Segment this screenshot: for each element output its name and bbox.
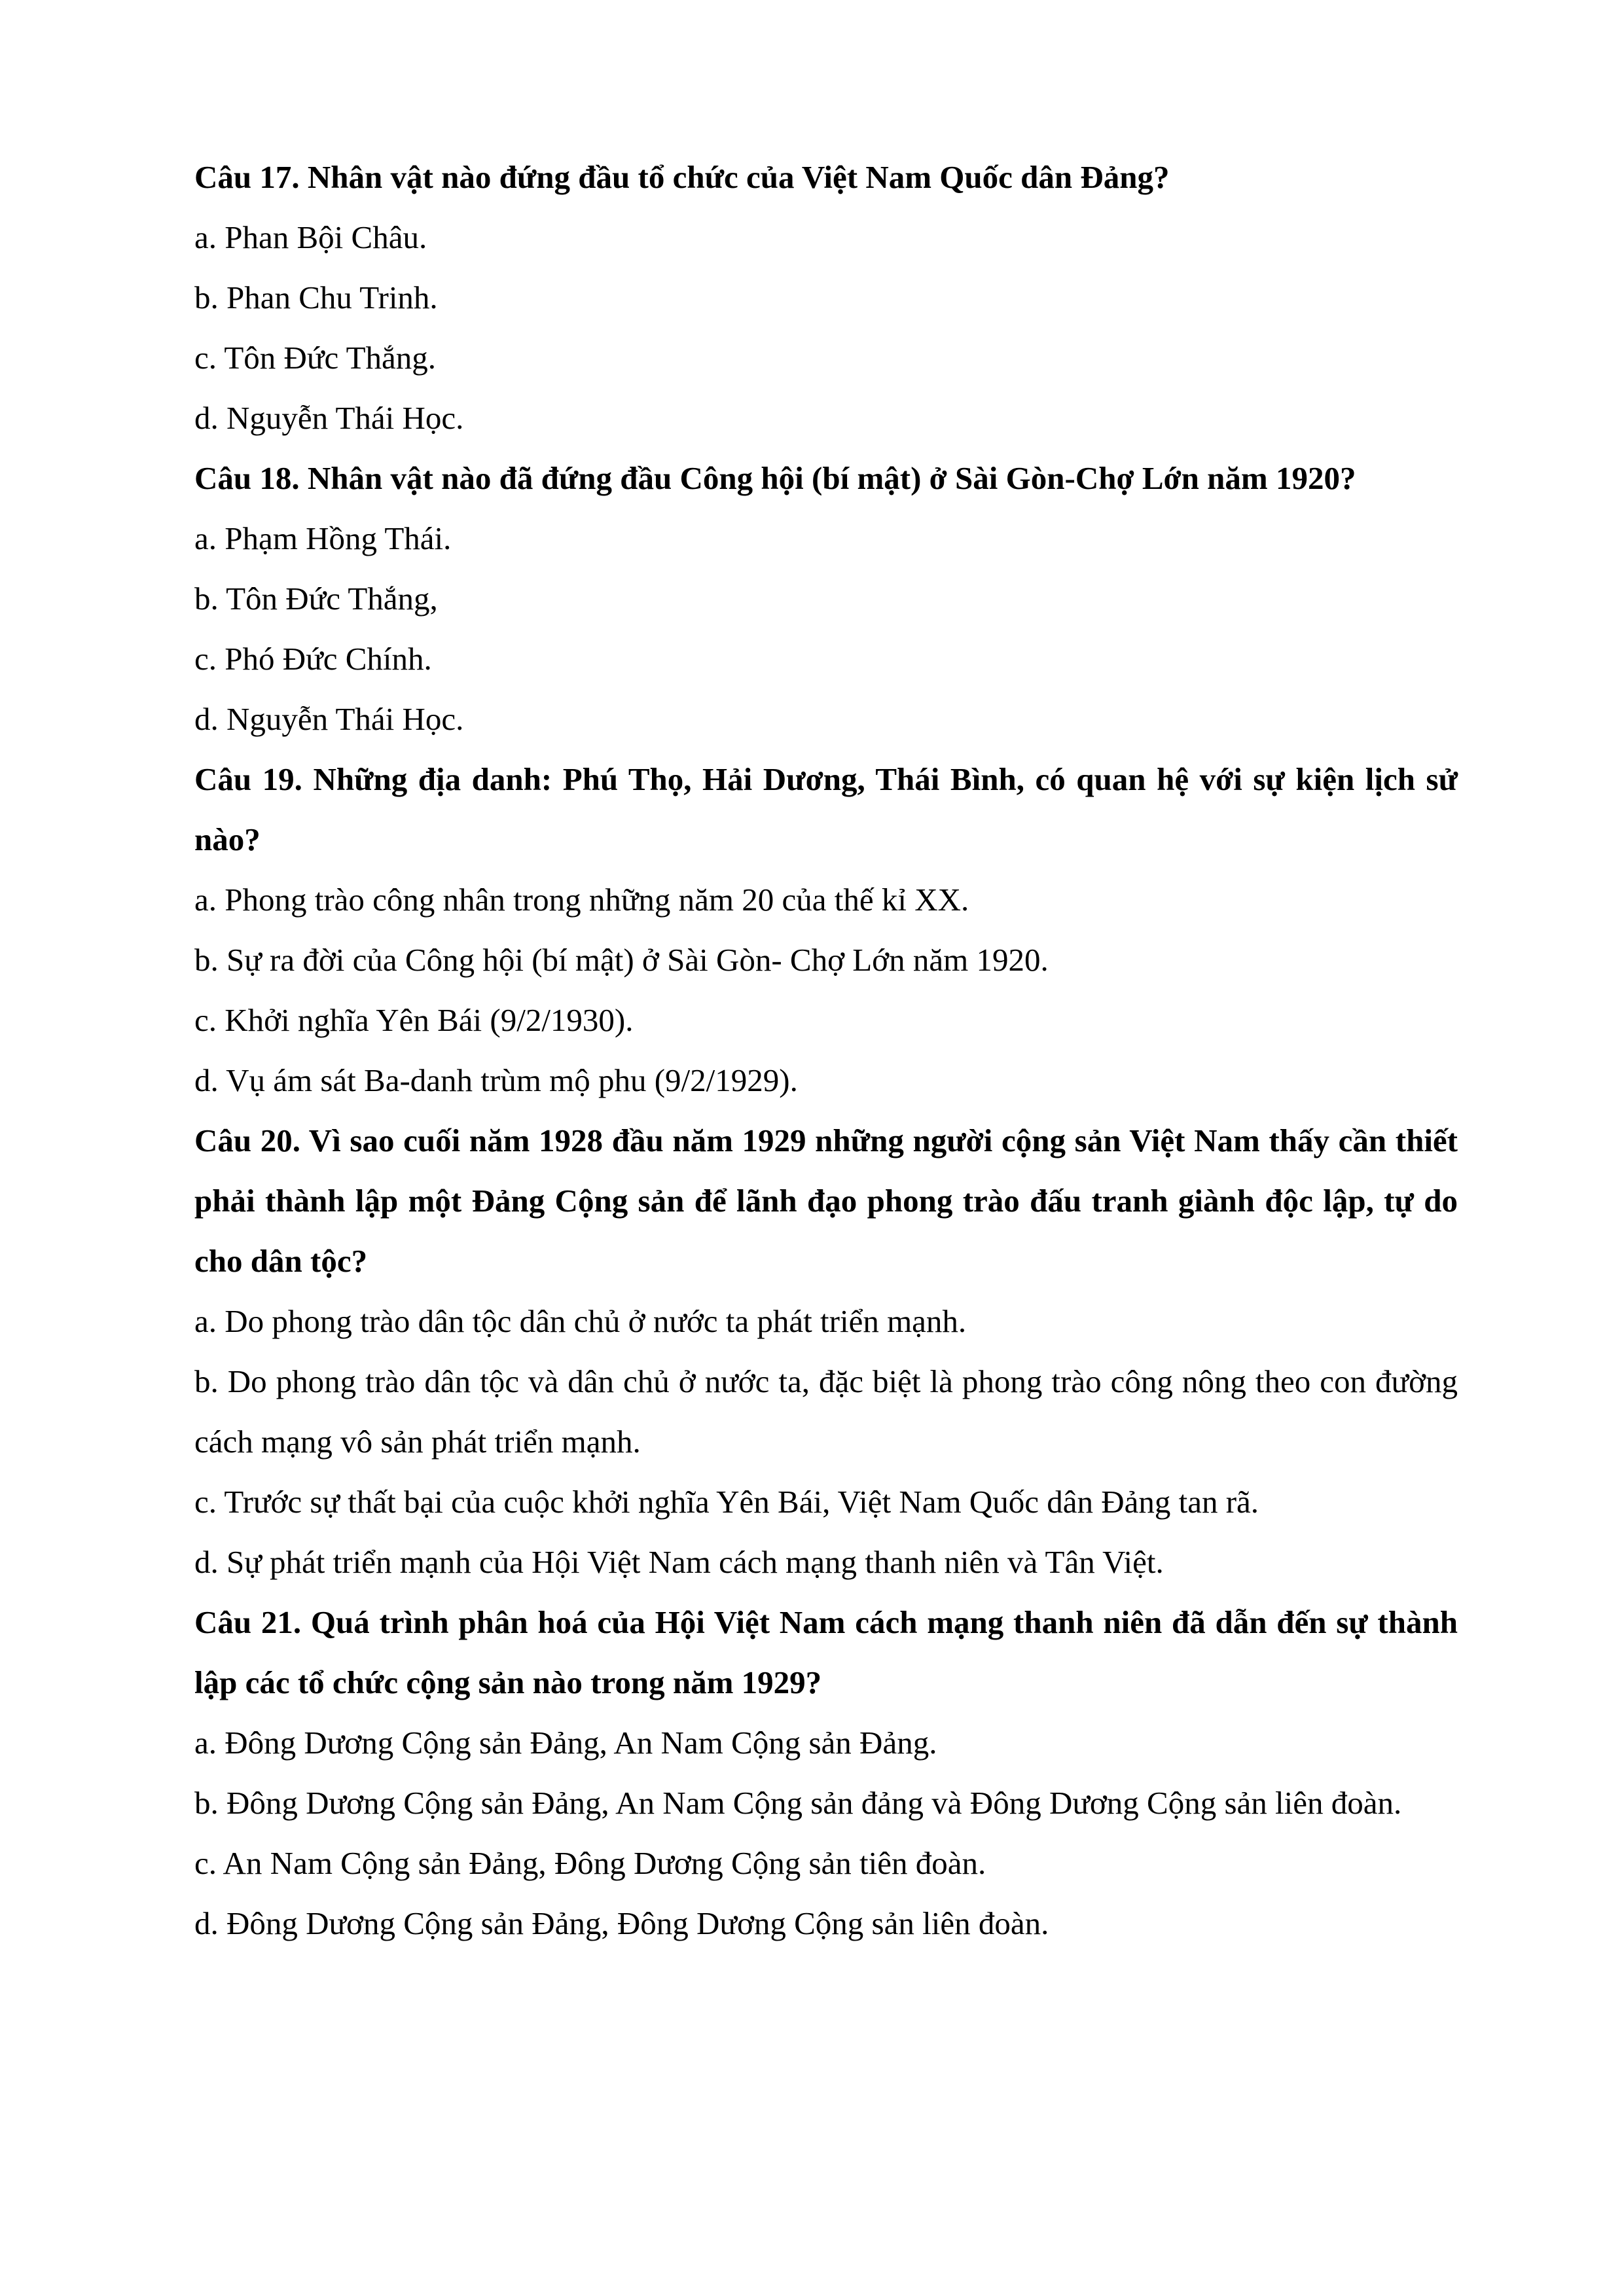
question-prompt: Câu 17. Nhân vật nào đứng đầu tổ chức của Việt Nam Quốc dân Đảng? xyxy=(194,159,1170,195)
answer-option-a: a. Đông Dương Cộng sản Đảng, An Nam Cộng sản Đảng. xyxy=(194,1725,937,1761)
question-prompt: Câu 18. Nhân vật nào đã đứng đầu Công hội (bí mật) ở Sài Gòn-Chợ Lớn năm 1920? xyxy=(194,460,1356,496)
answer-option-b: b. Tôn Đức Thắng, xyxy=(194,581,438,617)
document-page xyxy=(194,147,1458,1954)
answer-option-a: a. Do phong trào dân tộc dân chủ ở nước ta phát triển mạnh. xyxy=(194,1303,967,1339)
answer-option-b: b. Do phong trào dân tộc và dân chủ ở nước ta, đặc biệt là phong trào công nông theo con đường cách mạng vô sản phát triển mạnh. xyxy=(194,1363,1458,1460)
answer-option-c: c. Trước sự thất bại của cuộc khởi nghĩa Yên Bái, Việt Nam Quốc dân Đảng tan rã. xyxy=(194,1484,1259,1520)
answer-option-c: c. Khởi nghĩa Yên Bái (9/2/1930). xyxy=(194,1002,634,1038)
answer-option-b: b. Đông Dương Cộng sản Đảng, An Nam Cộng sản đảng và Đông Dương Cộng sản liên đoàn. xyxy=(194,1785,1402,1821)
answer-option-c: c. Tôn Đức Thắng. xyxy=(194,340,437,376)
question-prompt: Câu 20. Vì sao cuối năm 1928 đầu năm 1929 những người cộng sản Việt Nam thấy cần thiết phải thành lập một Đảng Cộng sản để lãnh đạo phong trào đấu tranh giành độc lập, tự do cho dân tộc? xyxy=(194,1122,1458,1279)
question-17 xyxy=(194,147,1458,448)
answer-option-b: b. Phan Chu Trinh. xyxy=(194,279,438,315)
answer-option-d: d. Vụ ám sát Ba-danh trùm mộ phu (9/2/1929). xyxy=(194,1062,798,1098)
answer-option-d: d. Sự phát triển mạnh của Hội Việt Nam cách mạng thanh niên và Tân Việt. xyxy=(194,1544,1164,1580)
question-prompt: Câu 19. Những địa danh: Phú Thọ, Hải Dương, Thái Bình, có quan hệ với sự kiện lịch sử nào? xyxy=(194,761,1458,857)
answer-option-d: d. Nguyễn Thái Học. xyxy=(194,701,464,737)
answer-option-a: a. Phan Bội Châu. xyxy=(194,219,427,255)
answer-option-a: a. Phong trào công nhân trong những năm 20 của thế kỉ XX. xyxy=(194,882,969,918)
answer-option-a: a. Phạm Hồng Thái. xyxy=(194,520,452,556)
question-19 xyxy=(194,749,1458,1111)
answer-option-b: b. Sự ra đời của Công hội (bí mật) ở Sài Gòn- Chợ Lớn năm 1920. xyxy=(194,942,1049,978)
answer-option-d: d. Nguyễn Thái Học. xyxy=(194,400,464,436)
answer-option-c: c. Phó Đức Chính. xyxy=(194,641,432,677)
answer-option-c: c. An Nam Cộng sản Đảng, Đông Dương Cộng sản tiên đoàn. xyxy=(194,1845,986,1881)
question-21 xyxy=(194,1592,1458,1954)
question-18 xyxy=(194,448,1458,749)
answer-option-d: d. Đông Dương Cộng sản Đảng, Đông Dương Cộng sản liên đoàn. xyxy=(194,1905,1049,1941)
question-20 xyxy=(194,1111,1458,1592)
question-prompt: Câu 21. Quá trình phân hoá của Hội Việt Nam cách mạng thanh niên đã dẫn đến sự thành lập các tổ chức cộng sản nào trong năm 1929? xyxy=(194,1604,1458,1700)
